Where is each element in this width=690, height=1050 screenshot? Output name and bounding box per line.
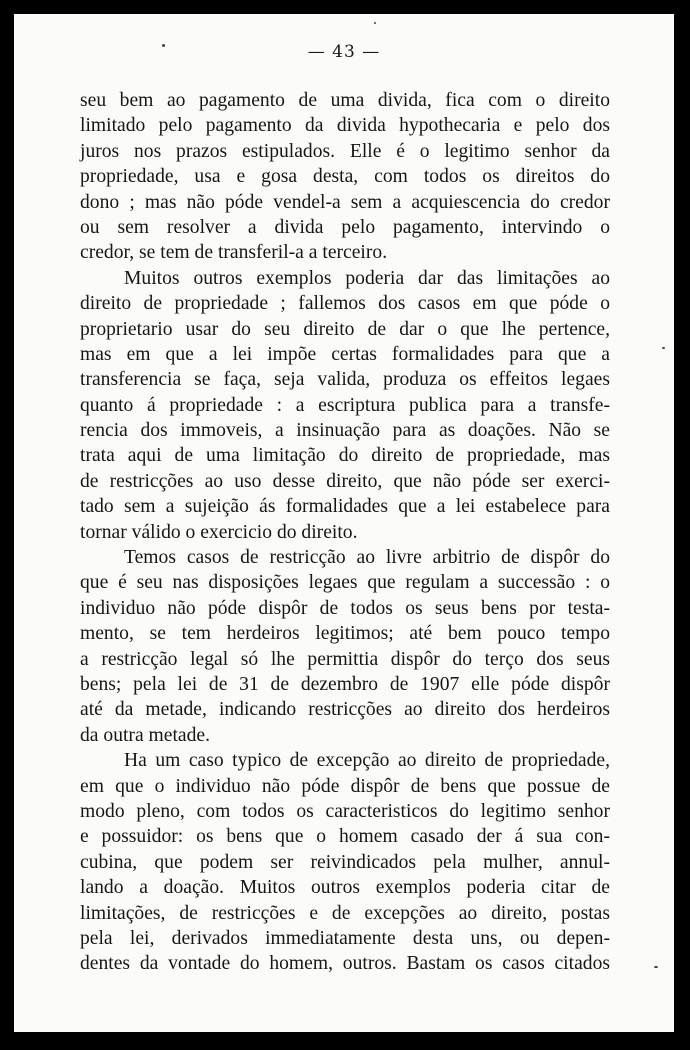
text-line: limitações, de restricções e de excepções ao direito, postas bbox=[80, 902, 610, 924]
text-line: a restricção legal só lhe permittia dispôr do terço dos seus bbox=[80, 648, 610, 670]
paragraph-1 bbox=[80, 88, 610, 266]
text-line: rencia dos immoveis, a insinuação para as doações. Não se bbox=[80, 420, 610, 442]
text-line: em que o individuo não póde dispôr de bens que possue de bbox=[80, 775, 610, 797]
text-line: credor, se tem de transferil-a a terceiro. bbox=[80, 242, 388, 264]
scan-speck bbox=[374, 22, 376, 24]
text-line: individuo não póde dispôr de todos os seus bens por testa- bbox=[80, 597, 610, 619]
text-line: bens; pela lei de 31 de dezembro de 1907 elle póde dispôr bbox=[80, 673, 610, 695]
text-line: de restricções ao uso desse direito, que não póde ser exerci- bbox=[80, 470, 610, 492]
text-line: transferencia se faça, seja valida, produza os effeitos legaes bbox=[80, 369, 610, 391]
text-line: modo pleno, com todos os caracteristicos do legitimo senhor bbox=[80, 800, 610, 822]
text-line: mas em que a lei impõe certas formalidades para que a bbox=[80, 343, 610, 365]
text-line: direito de propriedade ; fallemos dos casos em que póde o bbox=[80, 293, 610, 315]
body-text bbox=[80, 88, 610, 977]
text-line: quanto á propriedade : a escriptura publica para a transfe- bbox=[80, 394, 610, 416]
text-line: até da metade, indicando restricções ao direito dos herdeiros bbox=[80, 699, 610, 721]
paragraph-2 bbox=[80, 266, 610, 545]
text-line: seu bem ao pagamento de uma divida, fica com o direito bbox=[80, 90, 610, 111]
text-line: dentes da vontade do homem, outros. Bastam os casos citados bbox=[80, 953, 610, 975]
text-line: limitado pelo pagamento da divida hypothecaria e pelo dos bbox=[80, 115, 610, 137]
text-line: cubina, que podem ser reivindicados pela mulher, annul- bbox=[80, 851, 610, 873]
text-line: tornar válido o exercicio do direito. bbox=[80, 521, 358, 543]
text-line: e possuidor: os bens que o homem casado der á sua con- bbox=[80, 826, 610, 848]
text-line: propriedade, usa e gosa desta, com todos os direitos do bbox=[80, 166, 610, 188]
text-line: dono ; mas não póde vendel-a sem a acquiescencia do credor bbox=[80, 191, 610, 213]
text-line: que é seu nas disposições legaes que regulam a successão : o bbox=[80, 572, 610, 594]
text-line: pela lei, derivados immediatamente desta uns, ou depen- bbox=[80, 927, 610, 949]
text-line: tado sem a sujeição ás formalidades que a lei estabelece para bbox=[80, 496, 610, 518]
scan-speck bbox=[662, 347, 665, 349]
text-line: mento, se tem herdeiros legitimos; até bem pouco tempo bbox=[80, 623, 610, 645]
book-page bbox=[14, 14, 674, 1032]
text-line: ou sem resolver a divida pelo pagamento, intervindo o bbox=[80, 216, 610, 238]
page-number: — 43 — bbox=[307, 42, 381, 62]
paragraph-3 bbox=[80, 545, 610, 748]
text-line: lando a doação. Muitos outros exemplos poderia citar de bbox=[80, 877, 610, 899]
text-line: Temos casos de restricção ao livre arbitrio de dispôr do bbox=[124, 547, 610, 569]
text-line: Muitos outros exemplos poderia dar das limitações ao bbox=[124, 267, 610, 289]
text-line: juros nos prazos estipulados. Elle é o legitimo senhor da bbox=[80, 140, 610, 162]
paragraph-4 bbox=[80, 748, 610, 977]
scan-speck bbox=[162, 44, 165, 47]
scan-speck bbox=[654, 966, 658, 968]
text-line: da outra metade. bbox=[80, 724, 211, 746]
text-line: trata aqui de uma limitação do direito de propriedade, mas bbox=[80, 445, 610, 467]
text-line: proprietario usar do seu direito de dar o que lhe pertence, bbox=[80, 318, 610, 340]
text-line: Ha um caso typico de excepção ao direito de propriedade, bbox=[124, 750, 610, 772]
